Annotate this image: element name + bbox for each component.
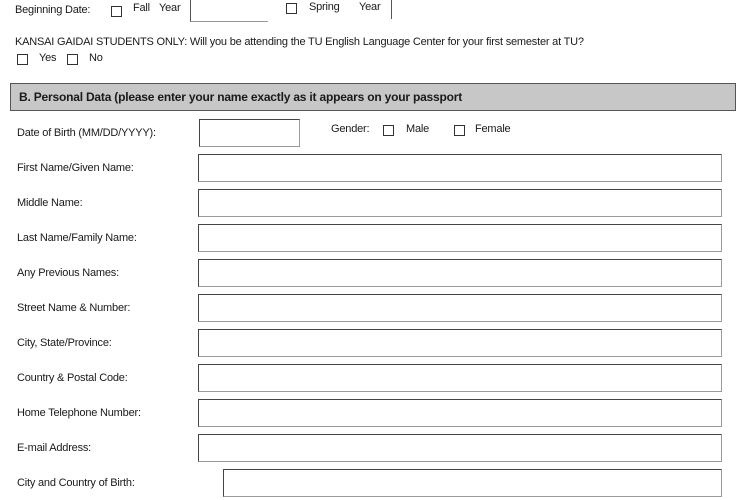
gender-male-checkbox[interactable] bbox=[383, 125, 394, 136]
gender-female-checkbox[interactable] bbox=[454, 125, 465, 136]
fall-year-label: Year bbox=[159, 2, 181, 14]
fall-checkbox[interactable] bbox=[111, 6, 122, 17]
middle-name-input[interactable] bbox=[198, 189, 722, 217]
section-b-header bbox=[10, 83, 736, 111]
kansai-no-checkbox[interactable] bbox=[67, 54, 78, 65]
street-input[interactable] bbox=[198, 294, 722, 322]
spring-label: Spring bbox=[309, 1, 340, 13]
gender-female-label: Female bbox=[475, 123, 511, 135]
spring-checkbox[interactable] bbox=[286, 3, 297, 14]
home-phone-label: Home Telephone Number: bbox=[17, 407, 141, 419]
country-postal-label: Country & Postal Code: bbox=[17, 372, 128, 384]
country-postal-input[interactable] bbox=[198, 364, 722, 392]
previous-names-label: Any Previous Names: bbox=[17, 267, 119, 279]
gender-male-label: Male bbox=[406, 123, 430, 135]
birthplace-input[interactable] bbox=[223, 469, 722, 497]
last-name-input[interactable] bbox=[198, 224, 722, 252]
dob-label: Date of Birth (MM/DD/YYYY): bbox=[17, 127, 156, 139]
street-label: Street Name & Number: bbox=[17, 302, 131, 314]
dob-input[interactable] bbox=[199, 119, 300, 147]
kansai-question: KANSAI GAIDAI STUDENTS ONLY: Will you be attending the TU English Language Center for your first semester at TU? bbox=[15, 36, 584, 48]
home-phone-input[interactable] bbox=[198, 399, 722, 427]
beginning-date-label: Beginning Date: bbox=[15, 4, 91, 16]
kansai-yes-checkbox[interactable] bbox=[17, 54, 28, 65]
last-name-label: Last Name/Family Name: bbox=[17, 232, 137, 244]
birthplace-label: City and Country of Birth: bbox=[17, 477, 135, 489]
middle-name-label: Middle Name: bbox=[17, 197, 83, 209]
previous-names-input[interactable] bbox=[198, 259, 722, 287]
kansai-yes-label: Yes bbox=[39, 52, 57, 64]
spring-year-field-edge bbox=[391, 0, 392, 19]
first-name-label: First Name/Given Name: bbox=[17, 162, 134, 174]
spring-year-label: Year bbox=[359, 1, 381, 13]
city-state-label: City, State/Province: bbox=[17, 337, 112, 349]
fall-label: Fall bbox=[133, 2, 150, 14]
first-name-input[interactable] bbox=[198, 154, 722, 182]
email-label: E-mail Address: bbox=[17, 442, 92, 454]
section-b-title: B. Personal Data (please enter your name exactly as it appears on your passport bbox=[19, 90, 463, 104]
fall-year-field[interactable] bbox=[190, 0, 268, 22]
email-input[interactable] bbox=[198, 434, 722, 462]
gender-label: Gender: bbox=[331, 123, 370, 135]
kansai-no-label: No bbox=[89, 52, 103, 64]
city-state-input[interactable] bbox=[198, 329, 722, 357]
